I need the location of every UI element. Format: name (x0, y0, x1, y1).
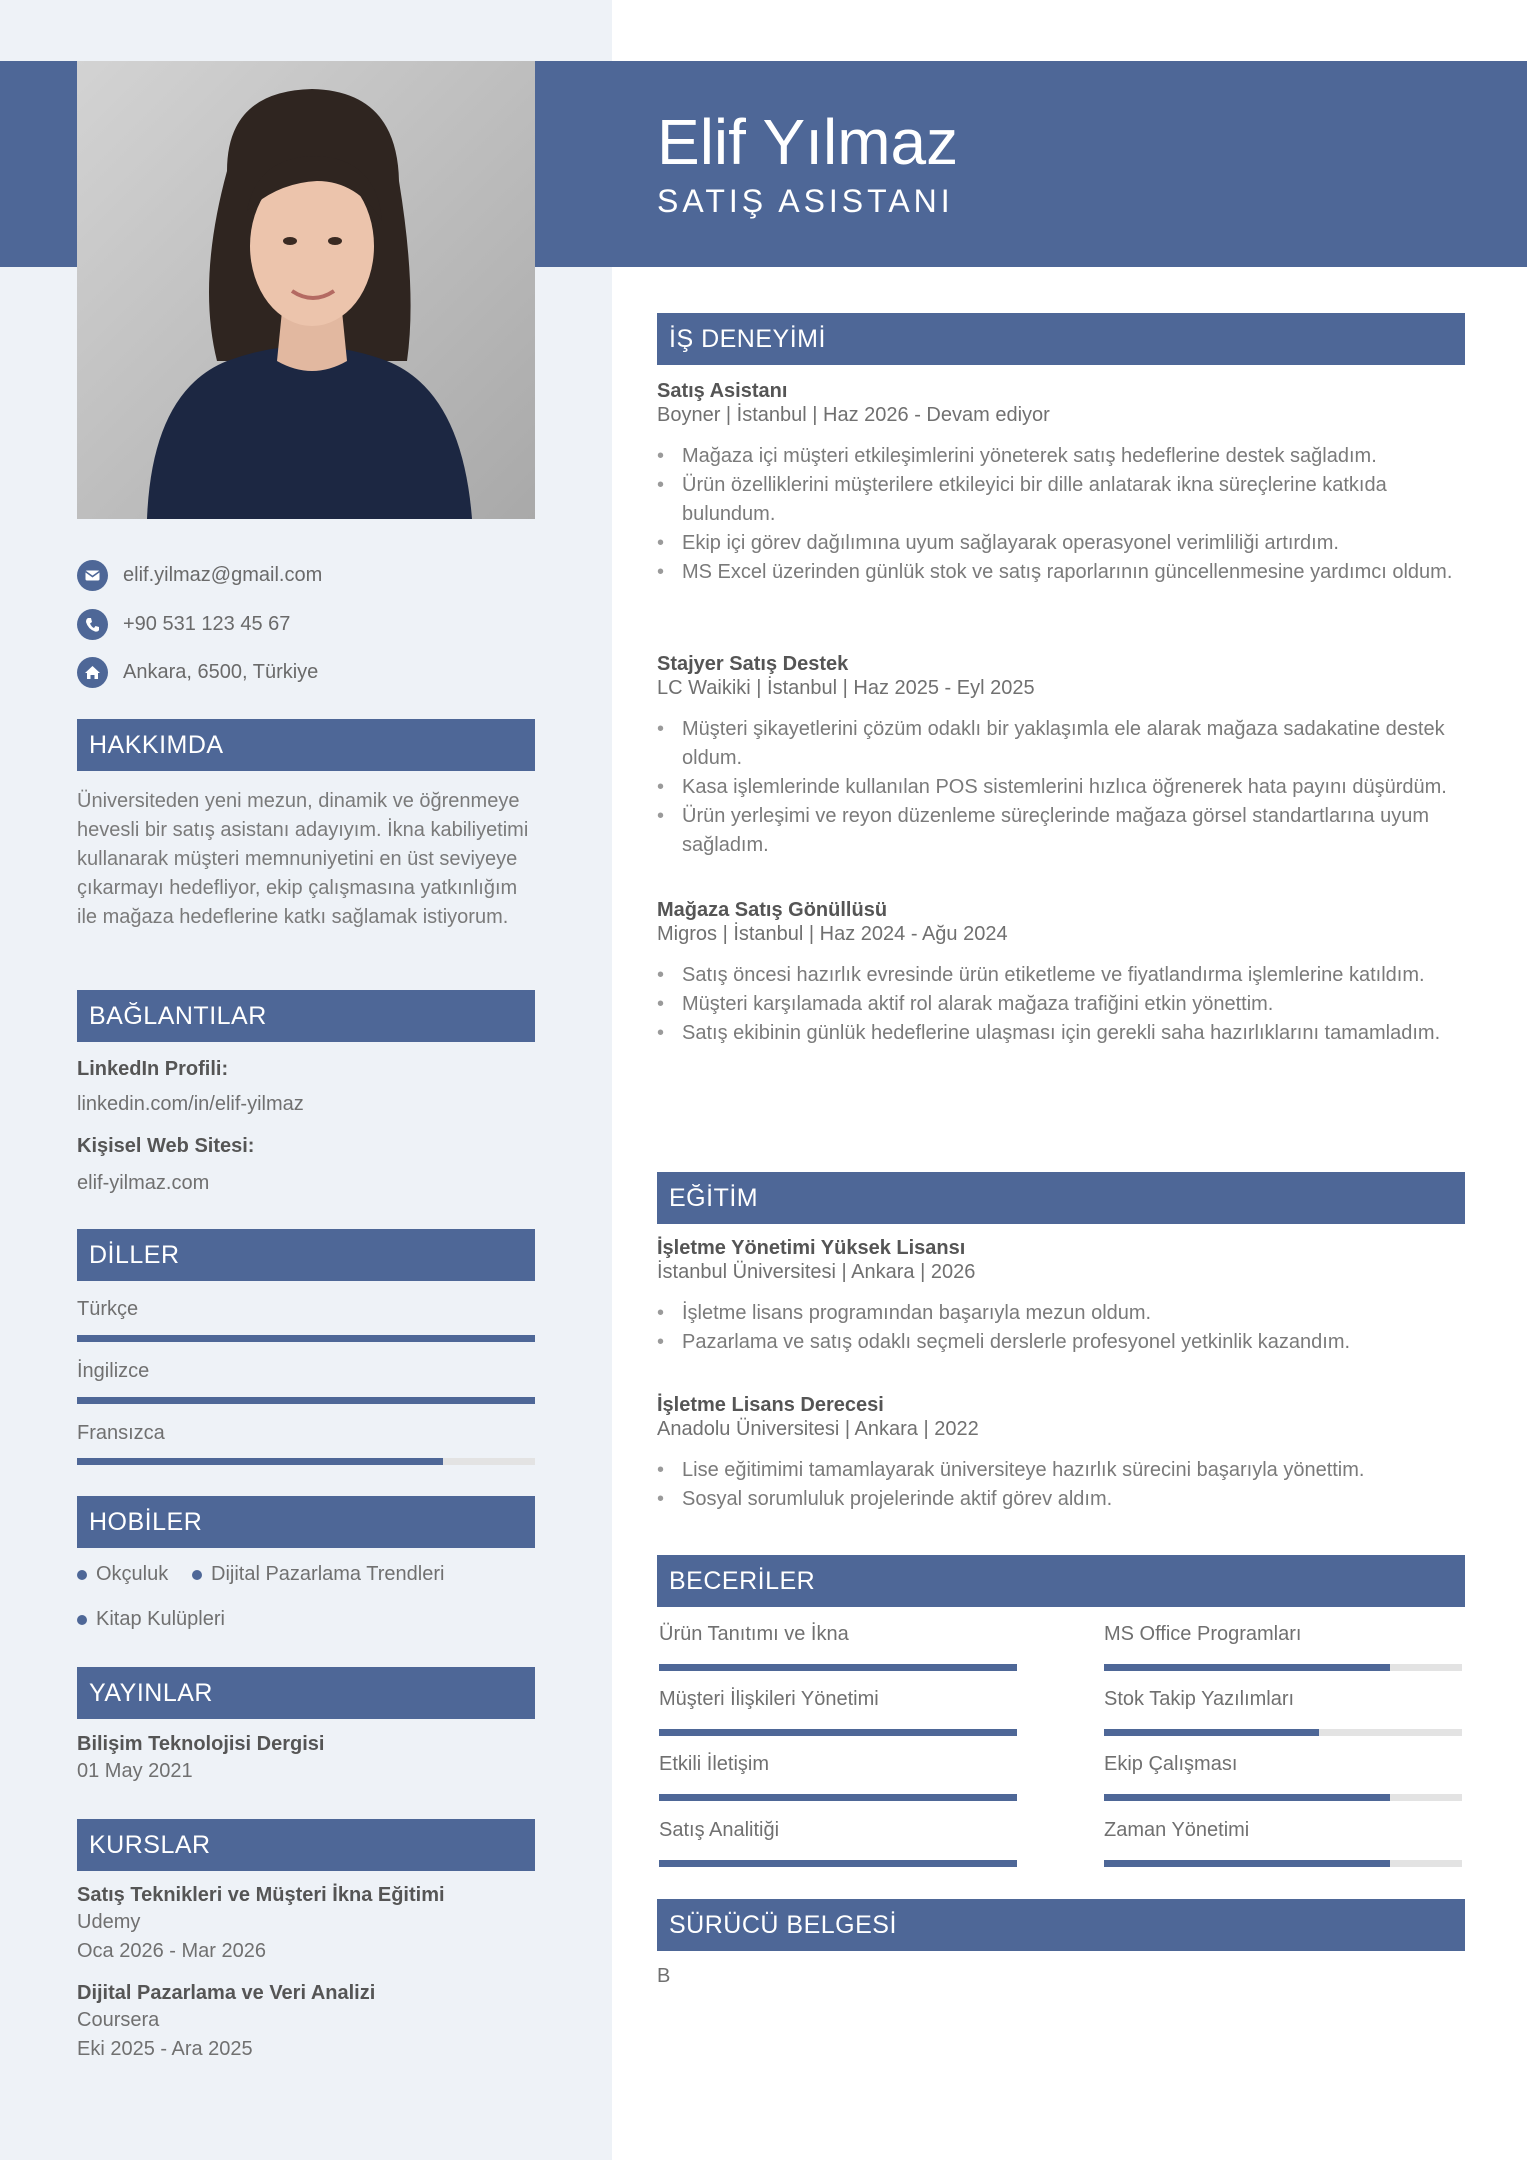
email-icon (77, 560, 108, 591)
course-title: Satış Teknikleri ve Müşteri İkna Eğitimi (77, 1884, 445, 1906)
language-name: İngilizce (77, 1360, 150, 1382)
home-icon (77, 657, 108, 688)
education-title: İşletme Yönetimi Yüksek Lisansı (657, 1237, 966, 1259)
linkedin-label: LinkedIn Profili: (77, 1058, 229, 1080)
courses-heading: KURSLAR (77, 1819, 535, 1871)
bullet-item: • Satış ekibinin günlük hedeflerine ulaşması için gerekli saha hazırlıklarını tamamladım. (657, 1019, 1465, 1048)
languages-heading: DİLLER (77, 1229, 535, 1281)
bullet-item: • Müşteri şikayetlerini çözüm odaklı bir yaklaşımla ele alarak mağaza sadakatine destek oldum. (657, 715, 1465, 773)
level-fill (1104, 1860, 1390, 1867)
website-label: Kişisel Web Sitesi: (77, 1135, 255, 1157)
contact-address (77, 655, 535, 689)
hobby-item (77, 1608, 225, 1631)
level-fill (1104, 1729, 1319, 1736)
experience-entry (657, 899, 1465, 1048)
skill-name: Satış Analitiği (659, 1819, 780, 1841)
education-title: İşletme Lisans Derecesi (657, 1394, 884, 1416)
level-fill (659, 1860, 1017, 1867)
bullet-item: • İşletme lisans programından başarıyla mezun oldum. (657, 1299, 1465, 1328)
bullet-item: • Kasa işlemlerinde kullanılan POS sistemlerini hızlıca öğrenerek hata payını düşürdüm. (657, 773, 1465, 802)
contact-email (77, 558, 535, 592)
languages-section (77, 1229, 535, 1469)
skill-name: MS Office Programları (1104, 1623, 1302, 1645)
contact-phone (77, 607, 535, 641)
candidate-title: SATIŞ ASISTANI (657, 183, 954, 219)
level-fill (1104, 1794, 1390, 1801)
skill-name: Müşteri İlişkileri Yönetimi (659, 1688, 879, 1710)
skill-bar (659, 1729, 1017, 1736)
level-fill (77, 1458, 443, 1465)
experience-title: Mağaza Satış Gönüllüsü (657, 899, 888, 921)
experience-bullets (657, 442, 1465, 587)
level-fill (77, 1397, 535, 1404)
level-fill (659, 1664, 1017, 1671)
bullet-dot (77, 1570, 87, 1580)
bullet-item: • Satış öncesi hazırlık evresinde ürün etiketleme ve fiyatlandırma işlemlerine katıldım. (657, 961, 1465, 990)
skill-bar (1104, 1860, 1462, 1867)
skill-name: Stok Takip Yazılımları (1104, 1688, 1295, 1710)
bullet-item: • Ekip içi görev dağılımına uyum sağlayarak operasyonel verimliliği artırdım. (657, 529, 1465, 558)
profile-photo (77, 61, 535, 519)
candidate-name: Elif Yılmaz (657, 106, 959, 178)
hobby-label: Kitap Kulüpleri (96, 1608, 225, 1630)
course-provider: Coursera (77, 2009, 160, 2031)
about-text: Üniversiteden yeni mezun, dinamik ve öğrenmeye hevesli bir satış asistanı adayıyım. İkna kabiliyetimi kullanarak müşteri memnuniyetini en üst seviyeye çıkarmayı hedefliyor, ekip çalışmasına yatkınlığım ile mağaza hedeflerine katkı sağlamak istiyorum. (77, 790, 529, 928)
hobby-label: Okçuluk (96, 1563, 169, 1585)
skills-section (657, 1555, 1465, 1875)
skill-name: Etkili İletişim (659, 1753, 770, 1775)
experience-section (657, 313, 1465, 1044)
linkedin-link[interactable]: linkedin.com/in/elif-yilmaz (77, 1093, 304, 1115)
education-entry (657, 1394, 1465, 1514)
publications-heading: YAYINLAR (77, 1667, 535, 1719)
course-date: Oca 2026 - Mar 2026 (77, 1940, 266, 1962)
language-bar (77, 1397, 535, 1404)
language-name: Türkçe (77, 1298, 139, 1320)
bullet-dot (77, 1615, 87, 1625)
address-text: Ankara, 6500, Türkiye (123, 660, 319, 683)
language-name: Fransızca (77, 1422, 165, 1444)
hobbies-heading: HOBİLER (77, 1496, 535, 1548)
course-date: Eki 2025 - Ara 2025 (77, 2038, 253, 2060)
bullet-item: • Sosyal sorumluluk projelerinde aktif görev aldım. (657, 1485, 1465, 1514)
phone-text: +90 531 123 45 67 (123, 612, 291, 635)
publication-title: Bilişim Teknolojisi Dergisi (77, 1733, 325, 1755)
experience-bullets (657, 715, 1465, 860)
bullet-item: • Ürün özelliklerini müşterilere etkileyici bir dille anlatarak ikna süreçlerine katkıda bulundum. (657, 471, 1465, 529)
website-link[interactable]: elif-yilmaz.com (77, 1172, 210, 1194)
phone-icon (77, 609, 108, 640)
level-fill (77, 1335, 535, 1342)
experience-entry (657, 653, 1465, 860)
skill-bar (659, 1664, 1017, 1671)
hobbies-section (77, 1496, 535, 1636)
experience-heading: İŞ DENEYİMİ (657, 313, 1465, 365)
experience-entry (657, 380, 1465, 587)
hobby-label: Dijital Pazarlama Trendleri (211, 1563, 445, 1585)
education-entry (657, 1237, 1465, 1357)
education-section (657, 1172, 1465, 1510)
skill-name: Ekip Çalışması (1104, 1753, 1238, 1775)
education-subtitle: İstanbul Üniversitesi | Ankara | 2026 (657, 1261, 976, 1283)
license-heading: SÜRÜCÜ BELGESİ (657, 1899, 1465, 1951)
bullet-item: • Lise eğitimimi tamamlayarak üniversiteye hazırlık sürecini başarıyla yönettim. (657, 1456, 1465, 1485)
bullet-item: • Mağaza içi müşteri etkileşimlerini yöneterek satış hedeflerine destek sağladım. (657, 442, 1465, 471)
email-text: elif.yilmaz@gmail.com (123, 563, 323, 586)
skill-bar (1104, 1729, 1462, 1736)
publications-section (77, 1667, 535, 1797)
skill-name: Ürün Tanıtımı ve İkna (659, 1623, 849, 1645)
experience-bullets (657, 961, 1465, 1048)
skill-bar (1104, 1794, 1462, 1801)
publication-date: 01 May 2021 (77, 1760, 193, 1782)
skills-heading: BECERİLER (657, 1555, 1465, 1607)
experience-title: Stajyer Satış Destek (657, 653, 849, 675)
hobby-item (77, 1563, 168, 1586)
education-bullets (657, 1456, 1465, 1514)
license-section (657, 1899, 1465, 1999)
bullet-dot (192, 1570, 202, 1580)
education-heading: EĞİTİM (657, 1172, 1465, 1224)
experience-title: Satış Asistanı (657, 380, 788, 402)
bullet-item: • Pazarlama ve satış odaklı seçmeli derslerle profesyonel yetkinlik kazandım. (657, 1328, 1465, 1357)
skill-bar (1104, 1664, 1462, 1671)
experience-subtitle: LC Waikiki | İstanbul | Haz 2025 - Eyl 2025 (657, 677, 1035, 699)
language-bar (77, 1458, 535, 1465)
skill-name: Zaman Yönetimi (1104, 1819, 1250, 1841)
level-fill (659, 1729, 1017, 1736)
course-title: Dijital Pazarlama ve Veri Analizi (77, 1982, 376, 2004)
education-subtitle: Anadolu Üniversitesi | Ankara | 2022 (657, 1418, 979, 1440)
about-heading: HAKKIMDA (77, 719, 535, 771)
experience-subtitle: Boyner | İstanbul | Haz 2026 - Devam ediyor (657, 404, 1050, 426)
bullet-item: • MS Excel üzerinden günlük stok ve satış raporlarının güncellenmesine yardımcı oldum. (657, 558, 1465, 587)
course-provider: Udemy (77, 1911, 141, 1933)
bullet-item: • Ürün yerleşimi ve reyon düzenleme süreçlerinde mağaza görsel standartlarına uyum sağladım. (657, 802, 1465, 860)
hobby-item (192, 1563, 444, 1586)
links-heading: BAĞLANTILAR (77, 990, 535, 1042)
skill-bar (659, 1794, 1017, 1801)
level-fill (659, 1794, 1017, 1801)
language-bar (77, 1335, 535, 1342)
level-fill (1104, 1664, 1390, 1671)
experience-subtitle: Migros | İstanbul | Haz 2024 - Ağu 2024 (657, 923, 1008, 945)
skill-bar (659, 1860, 1017, 1867)
bullet-item: • Müşteri karşılamada aktif rol alarak mağaza trafiğini etkin yönettim. (657, 990, 1465, 1019)
about-section (77, 719, 535, 932)
links-section (77, 990, 535, 1194)
license-value: B (657, 1965, 671, 1987)
education-bullets (657, 1299, 1465, 1357)
courses-section (77, 1819, 535, 2079)
